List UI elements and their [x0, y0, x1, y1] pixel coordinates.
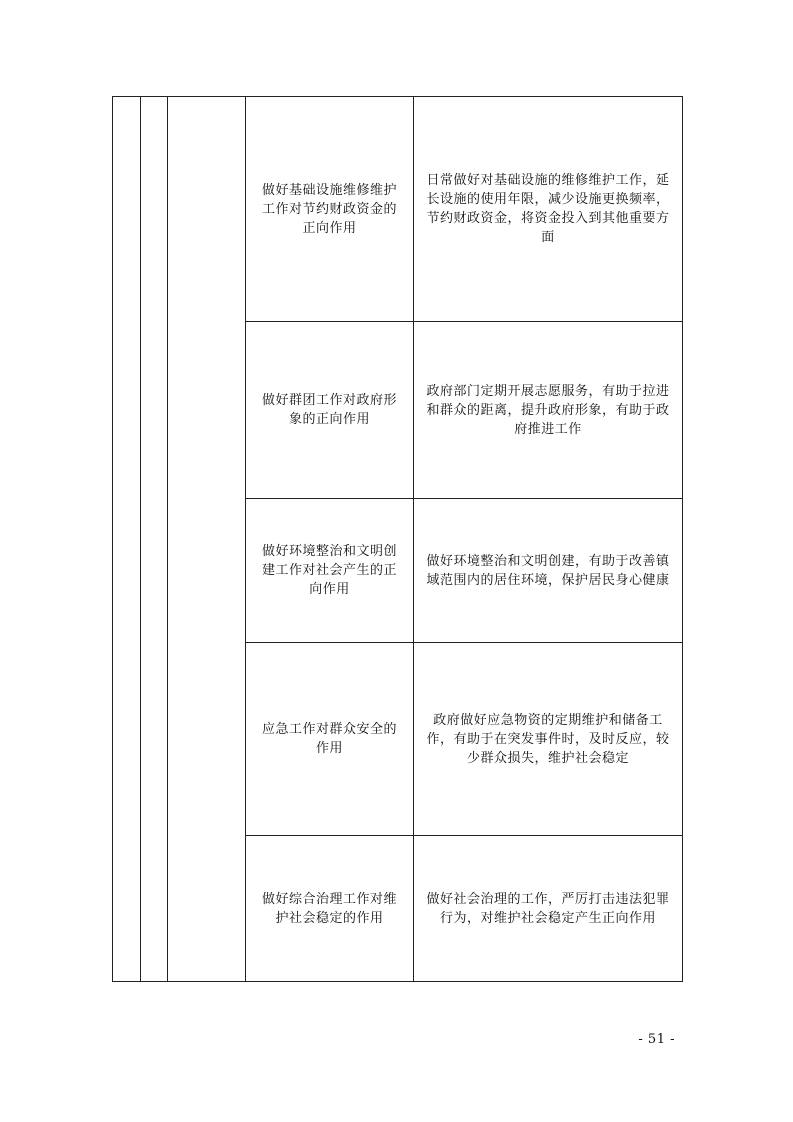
- description-text: 做好社会治理的工作，严厉打击违法犯罪行为，对维护社会稳定产生正向作用: [426, 891, 670, 926]
- blank-column-1: [113, 97, 141, 982]
- description-cell: [414, 499, 683, 643]
- indicator-text: 做好综合治理工作对维护社会稳定的作用: [261, 891, 397, 926]
- description-text: 日常做好对基础设施的维修维护工作，延长设施的使用年限，减少设施更换频率，节约财政资金，将资金投入到其他重要方面: [426, 173, 670, 245]
- description-cell: [414, 643, 683, 836]
- page-number: - 51 -: [638, 1032, 675, 1047]
- indicator-cell: [246, 643, 414, 836]
- indicator-cell: [246, 836, 414, 982]
- indicator-cell: [246, 499, 414, 643]
- indicator-cell: [246, 97, 414, 322]
- table-row: [113, 97, 683, 322]
- indicator-text: 做好环境整治和文明创建工作对社会产生的正向作用: [261, 544, 397, 597]
- description-text: 政府部门定期开展志愿服务，有助于拉进和群众的距离，提升政府形象，有助于政府推进工作: [426, 383, 670, 437]
- description-cell: [414, 836, 683, 982]
- description-text: 政府做好应急物资的定期维护和储备工作，有助于在突发事件时，及时反应，较少群众损失，维护社会稳定: [426, 712, 670, 766]
- blank-column-2: [141, 97, 168, 982]
- description-text: 做好环境整治和文明创建，有助于改善镇域范围内的居住环境，保护居民身心健康: [426, 553, 670, 588]
- blank-column-3: [168, 97, 246, 982]
- indicator-cell: [246, 322, 414, 499]
- indicator-table: [112, 96, 683, 982]
- indicator-text: 做好基础设施维修维护工作对节约财政资金的正向作用: [261, 182, 397, 236]
- description-cell: [414, 322, 683, 499]
- description-cell: [414, 97, 683, 322]
- indicator-text: 做好群团工作对政府形象的正向作用: [261, 393, 397, 427]
- indicator-text: 应急工作对群众安全的作用: [261, 722, 397, 756]
